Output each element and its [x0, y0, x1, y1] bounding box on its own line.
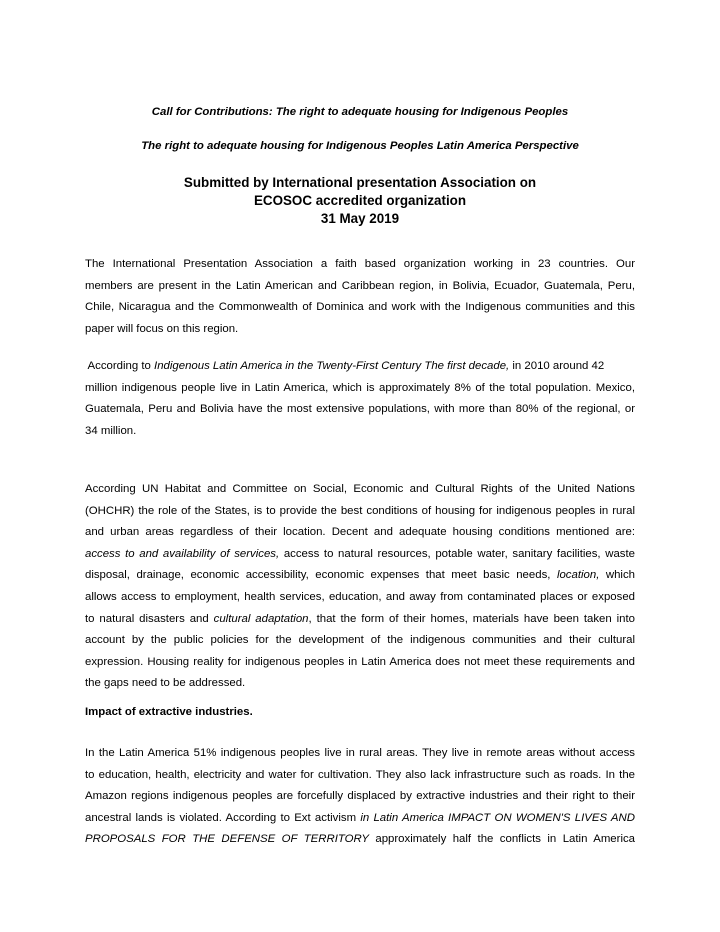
citation-title: PROPOSALS FOR THE DEFENSE OF TERRITORY	[85, 833, 369, 846]
citation-title: Indigenous Latin America in the Twenty-First Century The first decade,	[154, 360, 510, 372]
paragraph-population	[85, 356, 635, 442]
paragraph-line	[85, 356, 635, 378]
paragraph-extractive	[85, 743, 635, 851]
text-run: , that the form of their homes, materials have been taken into	[308, 612, 635, 625]
paragraph-line: and urban areas regardless of their location. Decent and adequate housing conditions mentioned are:	[85, 526, 635, 539]
submitted-by-line: Submitted by International presentation Association on	[183, 175, 537, 190]
emphasis-text: cultural adaptation	[213, 612, 309, 625]
paragraph-line: In the Latin America 51% indigenous peoples live in rural areas. They live in remote areas without access	[85, 747, 635, 759]
text-run: access to natural resources, potable water, sanitary facilities, waste	[279, 547, 635, 560]
paragraph-line	[85, 544, 635, 566]
paragraph-line: Chile, Nicaragua and the Commonwealth of Dominica and work with the Indigenous communities and this	[85, 301, 635, 314]
paragraph-line: Amazon regions indigenous peoples are forcefully displaced by extractive industries and their right to their	[85, 790, 635, 803]
text-run: which	[599, 569, 635, 582]
citation-title: in Latin America IMPACT ON WOMEN'S LIVES AND	[360, 811, 635, 824]
paragraph-line: (OHCHR) the role of the States, is to provide the best conditions of housing for indigenous peoples in rural	[85, 504, 635, 517]
text-run: ancestral lands is violated. According to Ext activism	[85, 811, 361, 824]
paragraph-line: Guatemala, Peru and Bolivia have the most extensive populations, with more than 80% of the regional, or	[85, 403, 635, 416]
paragraph-line: 34 million.	[85, 424, 137, 437]
paragraph-line	[85, 808, 635, 830]
emphasis-text: access to and availability of services,	[85, 547, 280, 560]
text-run: disposal, drainage, economic accessibility, economic expenses that meet basic needs,	[85, 569, 557, 582]
submission-date: 31 May 2019	[320, 211, 400, 226]
paragraph-line: expression. Housing reality for indigenous peoples in Latin America does not meet these requirements and	[85, 655, 635, 668]
emphasis-text: location,	[556, 569, 600, 582]
paragraph-line: account by the public policies for the development of the indigenous communities and their cultural	[85, 634, 635, 647]
text-run: According to	[85, 360, 155, 372]
text-run: approximately half the conflicts in Latin America	[368, 833, 635, 846]
paragraph-line: the gaps need to be addressed.	[85, 677, 246, 690]
text-run: in 2010 around 42	[509, 360, 605, 372]
paragraph-line: allows access to employment, health services, education, and away from contaminated places or exposed	[85, 590, 635, 603]
call-title: Call for Contributions: The right to adequate housing for Indigenous Peoples	[151, 106, 569, 118]
paragraph-line: million indigenous people live in Latin America, which is approximately 8% of the total population. Mexico,	[85, 381, 635, 394]
paragraph-line: to education, health, electricity and water for cultivation. They also lack infrastructure such as roads. In the	[85, 768, 635, 781]
paragraph-line	[85, 565, 635, 587]
paragraph-line	[85, 609, 635, 631]
paragraph-line: The International Presentation Association a faith based organization working in 23 countries. Our	[85, 258, 635, 270]
paragraph-line: members are present in the Latin American and Caribbean region, in Bolivia, Ecuador, Guatemala, Peru,	[85, 279, 635, 292]
paragraph-housing-rights	[85, 479, 635, 695]
paragraph-line	[85, 829, 635, 851]
text-run: to natural disasters and	[85, 612, 214, 625]
paragraph-line: According UN Habitat and Committee on Social, Economic and Cultural Rights of the United Nations	[85, 483, 635, 495]
organization-line: ECOSOC accredited organization	[253, 193, 467, 208]
document-subtitle: The right to adequate housing for Indigenous Peoples Latin America Perspective	[141, 140, 579, 152]
paragraph-line: paper will focus on this region.	[85, 322, 239, 335]
section-heading: Impact of extractive industries.	[85, 706, 253, 718]
paragraph-intro	[85, 254, 635, 340]
